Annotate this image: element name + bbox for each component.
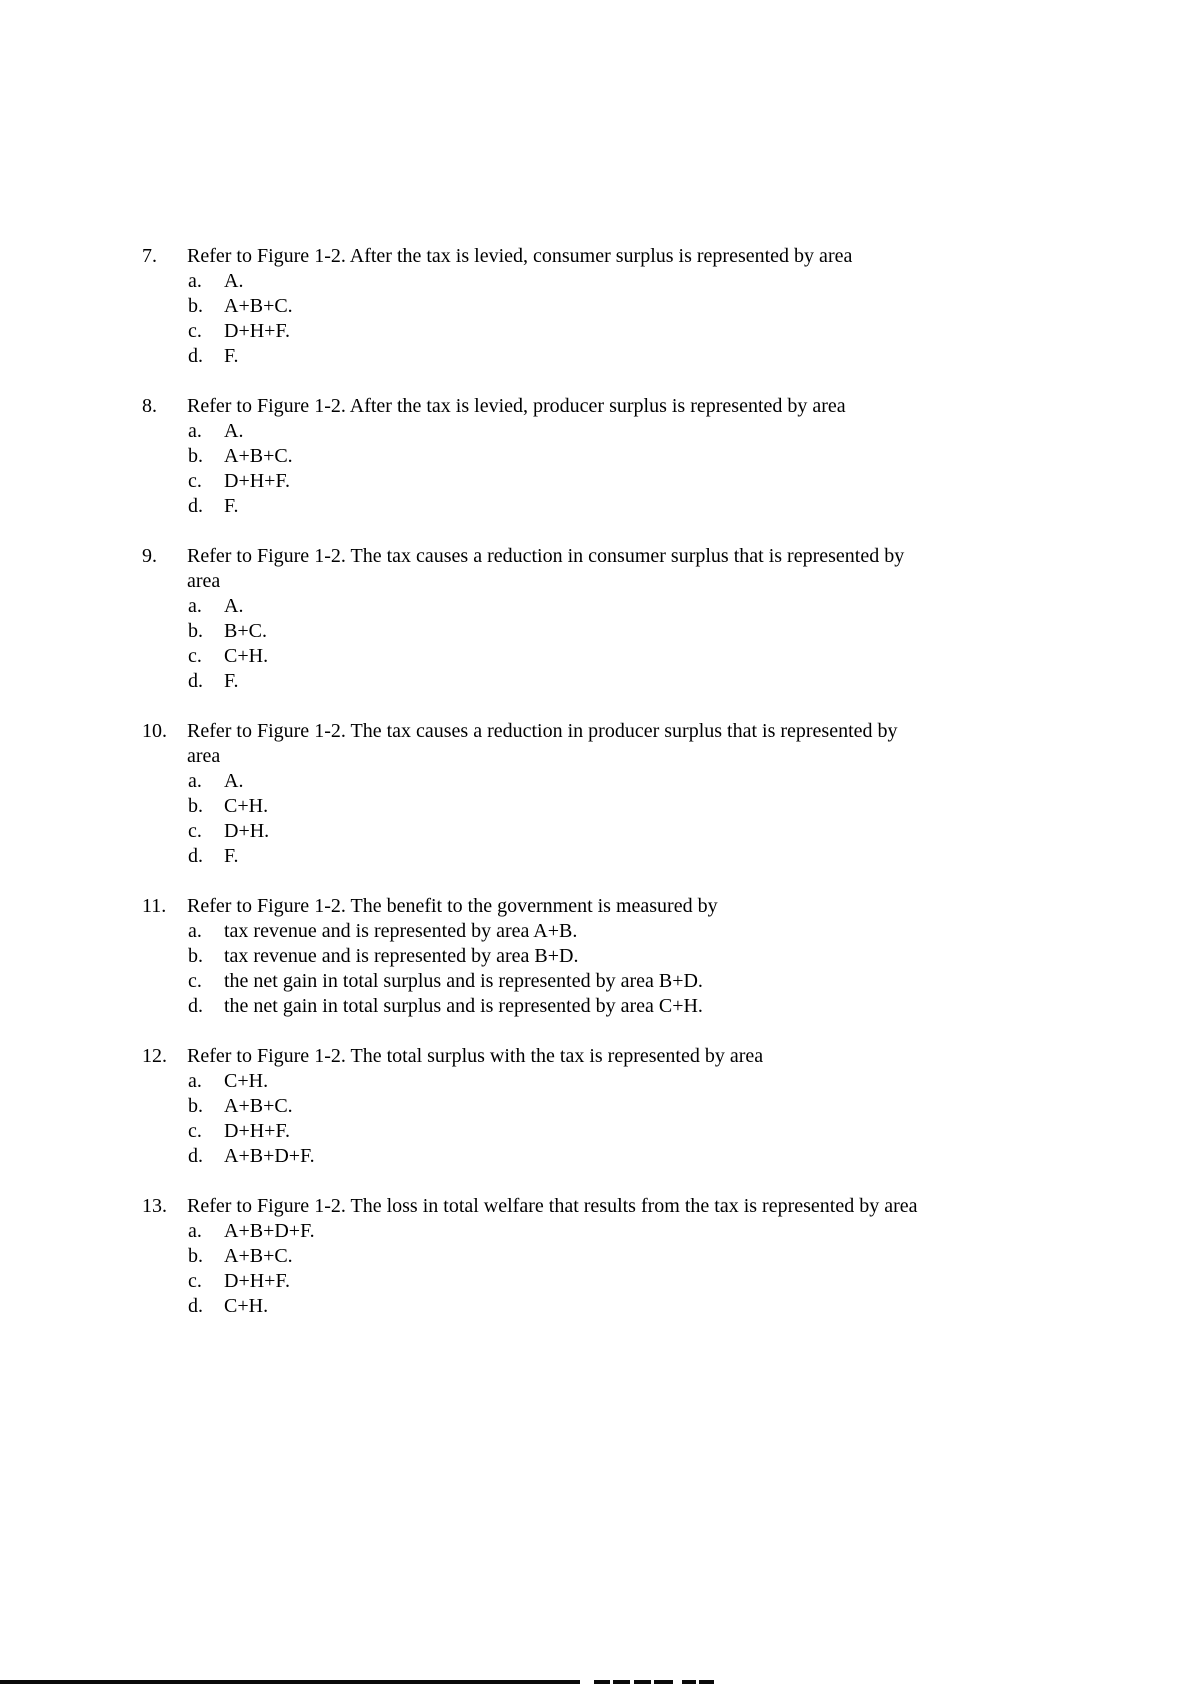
question-number: 13. — [142, 1195, 167, 1217]
question-number: 11. — [142, 895, 167, 917]
option-text: A+B+C. — [224, 1245, 293, 1267]
question-list — [0, 244, 1191, 1344]
answer-option — [187, 619, 1191, 644]
answer-option — [187, 1094, 1191, 1119]
answer-option — [187, 1269, 1191, 1294]
option-text: C+H. — [224, 1295, 269, 1317]
option-letter: a. — [188, 595, 202, 617]
option-text: C+H. — [224, 645, 269, 667]
question — [0, 544, 1191, 694]
option-letter: d. — [188, 1295, 203, 1317]
answer-option — [187, 494, 1191, 519]
option-text: F. — [224, 345, 239, 367]
option-letter: a. — [188, 1220, 202, 1242]
answer-option — [187, 669, 1191, 694]
option-text: D+H+F. — [224, 1120, 290, 1142]
answer-option — [187, 1244, 1191, 1269]
option-text: C+H. — [224, 1070, 269, 1092]
question-text: Refer to Figure 1-2. After the tax is levied, producer surplus is represented by area — [187, 395, 846, 417]
page-bottom-artifact-line — [0, 1680, 580, 1684]
option-letter: c. — [188, 1120, 202, 1142]
answer-option — [187, 1294, 1191, 1319]
question-text: Refer to Figure 1-2. The total surplus with the tax is represented by area — [187, 1045, 764, 1067]
option-text: A+B+D+F. — [224, 1145, 315, 1167]
answer-option — [187, 319, 1191, 344]
options — [187, 919, 1191, 1019]
option-letter: a. — [188, 770, 202, 792]
options — [187, 1219, 1191, 1319]
answer-option — [187, 794, 1191, 819]
options — [187, 594, 1191, 694]
option-letter: b. — [188, 295, 203, 317]
option-letter: a. — [188, 1070, 202, 1092]
option-text: A. — [224, 270, 244, 292]
option-letter: a. — [188, 270, 202, 292]
option-letter: b. — [188, 945, 203, 967]
answer-option — [187, 344, 1191, 369]
question — [0, 394, 1191, 519]
option-text: A+B+D+F. — [224, 1220, 315, 1242]
option-text: the net gain in total surplus and is represented by area B+D. — [224, 970, 703, 992]
answer-option — [187, 594, 1191, 619]
answer-option — [187, 1119, 1191, 1144]
option-letter: b. — [188, 445, 203, 467]
answer-option — [187, 294, 1191, 319]
option-letter: b. — [188, 620, 203, 642]
option-text: C+H. — [224, 795, 269, 817]
option-text: D+H. — [224, 820, 270, 842]
option-letter: c. — [188, 470, 202, 492]
question — [0, 1044, 1191, 1169]
option-letter: d. — [188, 1145, 203, 1167]
option-letter: a. — [188, 920, 202, 942]
answer-option — [187, 819, 1191, 844]
option-text: A+B+C. — [224, 445, 293, 467]
option-text: A+B+C. — [224, 1095, 293, 1117]
option-letter: b. — [188, 1095, 203, 1117]
answer-option — [187, 969, 1191, 994]
option-letter: d. — [188, 670, 203, 692]
option-letter: b. — [188, 1245, 203, 1267]
answer-option — [187, 994, 1191, 1019]
option-text: A. — [224, 420, 244, 442]
question-text-continued: area — [187, 570, 221, 592]
option-letter: c. — [188, 970, 202, 992]
question-number: 8. — [142, 395, 157, 417]
question-number: 12. — [142, 1045, 167, 1067]
option-text: A. — [224, 770, 244, 792]
page-bottom-artifact-dash — [634, 1680, 651, 1684]
page-bottom-artifact-dash — [654, 1680, 673, 1684]
answer-option — [187, 1144, 1191, 1169]
option-letter: a. — [188, 420, 202, 442]
answer-option — [187, 269, 1191, 294]
option-letter: d. — [188, 495, 203, 517]
option-text: A. — [224, 595, 244, 617]
page-bottom-artifact-dash — [682, 1680, 696, 1684]
question-number: 7. — [142, 245, 157, 267]
option-text: D+H+F. — [224, 1270, 290, 1292]
page-bottom-artifact-dash — [613, 1680, 630, 1684]
option-letter: d. — [188, 345, 203, 367]
option-text: D+H+F. — [224, 470, 290, 492]
answer-option — [187, 944, 1191, 969]
option-letter: d. — [188, 995, 203, 1017]
option-letter: d. — [188, 845, 203, 867]
page-bottom-artifact-dash — [699, 1680, 714, 1684]
option-letter: b. — [188, 795, 203, 817]
question-text: Refer to Figure 1-2. The benefit to the government is measured by — [187, 895, 718, 917]
options — [187, 419, 1191, 519]
options — [187, 1069, 1191, 1169]
answer-option — [187, 469, 1191, 494]
option-text: F. — [224, 670, 239, 692]
answer-option — [187, 769, 1191, 794]
question-number: 10. — [142, 720, 167, 742]
option-letter: c. — [188, 320, 202, 342]
option-text: tax revenue and is represented by area A+B. — [224, 920, 578, 942]
option-text: tax revenue and is represented by area B+D. — [224, 945, 579, 967]
question-number: 9. — [142, 545, 157, 567]
question — [0, 894, 1191, 1019]
option-text: the net gain in total surplus and is represented by area C+H. — [224, 995, 703, 1017]
options — [187, 269, 1191, 369]
option-text: F. — [224, 495, 239, 517]
question — [0, 244, 1191, 369]
answer-option — [187, 1069, 1191, 1094]
option-text: D+H+F. — [224, 320, 290, 342]
option-letter: c. — [188, 645, 202, 667]
answer-option — [187, 644, 1191, 669]
question — [0, 1194, 1191, 1319]
option-text: F. — [224, 845, 239, 867]
option-text: B+C. — [224, 620, 267, 642]
options — [187, 769, 1191, 869]
answer-option — [187, 444, 1191, 469]
option-letter: c. — [188, 1270, 202, 1292]
page-bottom-artifact-dash — [594, 1680, 610, 1684]
answer-option — [187, 919, 1191, 944]
question-text: Refer to Figure 1-2. After the tax is levied, consumer surplus is represented by area — [187, 245, 853, 267]
question-text: Refer to Figure 1-2. The tax causes a reduction in producer surplus that is represented by — [187, 720, 898, 742]
question-text: Refer to Figure 1-2. The tax causes a reduction in consumer surplus that is represented by — [187, 545, 905, 567]
answer-option — [187, 419, 1191, 444]
question-text-continued: area — [187, 745, 221, 767]
option-text: A+B+C. — [224, 295, 293, 317]
answer-option — [187, 844, 1191, 869]
question-text: Refer to Figure 1-2. The loss in total welfare that results from the tax is represented by area — [187, 1195, 918, 1217]
question — [0, 719, 1191, 869]
option-letter: c. — [188, 820, 202, 842]
answer-option — [187, 1219, 1191, 1244]
